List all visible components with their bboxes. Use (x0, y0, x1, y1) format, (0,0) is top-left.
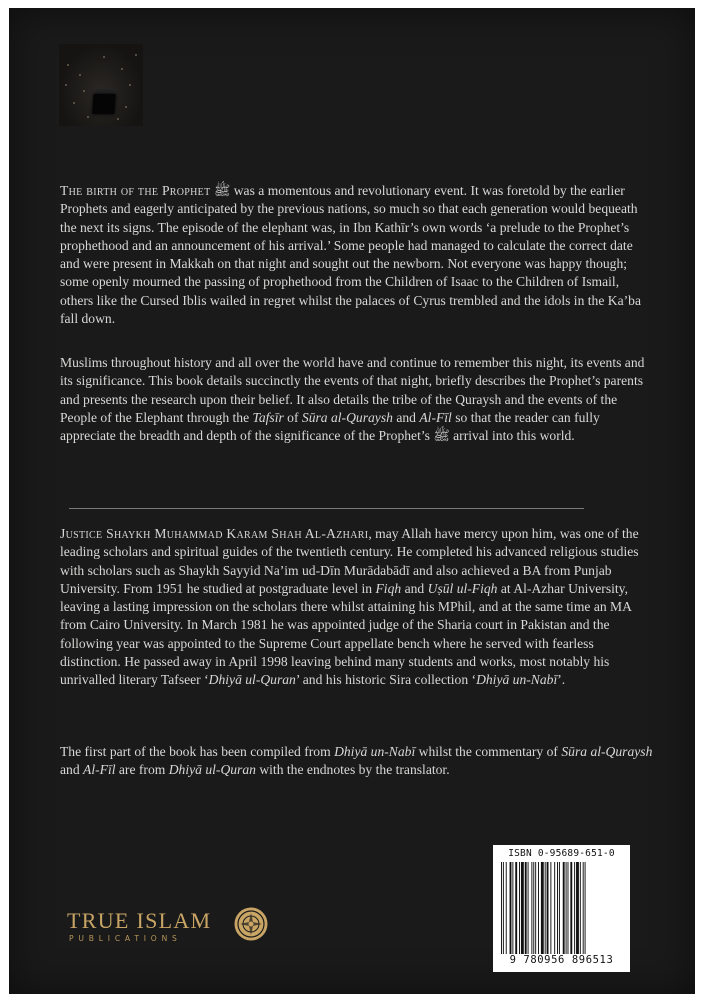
salawat-symbol: ﷺ (433, 428, 450, 444)
kaaba-photo (59, 44, 143, 126)
isbn-barcode (493, 845, 630, 972)
section-divider (69, 508, 584, 509)
blurb-paragraph-1: The birth of the Prophet ﷺ was a momentous and revolutionary event. It was foretold by the earlier Prophets and eagerly anticipated by the previous nations, so much so that each generation would bequeath the next its signs. The episode of the elephant was, in Ibn Kathīr’s own words ‘a prelude to the Prophet’s prophethood and an announcement of his arrival.’ Some people had managed to calculate the correct date and were present in Makkah on that night and sought out the newborn. Not everyone was happy though; some openly mourned the passing of prophethood from the Children of Isaac to the Children of Ismail, others like the Cursed Iblis wailed in regret whilst the palaces of Cyrus trembled and the idols in the Ka’ba fall down. (60, 183, 641, 327)
blurb-paragraph-2: Muslims throughout history and all over the world have and continue to remember this night, its events and its significance. This book details succinctly the events of that night, briefly describes the Prophet’s parents and presents the research upon their belief. It also details the tribe of the Quraysh and the events of the People of the Elephant through the Tafsīr of Sūra al-Quraysh and Al-Fīl so that the reader can fully appreciate the breadth and depth of the significance of the Prophet’s ﷺ arrival into this world. (60, 355, 645, 444)
author-name: Justice Shaykh Muhammad Karam Shah Al-Azhari (60, 526, 369, 541)
publisher-subtitle: PUBLICATIONS (69, 934, 182, 943)
isbn-label: ISBN 0-95689-651-0 (508, 848, 615, 859)
publisher-logo (67, 906, 277, 950)
compilation-note: The first part of the book has been compiled from Dhiyā un-Nabī whilst the commentary of Sūra al-Quraysh and Al-Fīl are from Dhiyā ul-Quran with the endnotes by the translator. (60, 744, 653, 778)
publisher-name: TRUE ISLAM (67, 908, 212, 933)
salawat-symbol: ﷺ (213, 183, 231, 198)
back-cover (9, 8, 695, 994)
barcode-bars (501, 862, 622, 954)
author-bio: Justice Shaykh Muhammad Karam Shah Al-Azhari, may Allah have mercy upon him, was one of the leading scholars and spiritual guides of the twentieth century. He completed his advanced religious studies with scholars such as Shaykh Sayyid Na’im ud-Dīn Murādabādī and also achieved a BA from Punjab University. From 1951 he studied at postgraduate level in Fiqh and Uṣūl ul-Fiqh at Al-Azhar University, leaving a lasting impression on the scholars there whilst attaining his MPhil, and at the same time an MA from Cairo University. In March 1981 he was appointed judge of the Sharia court in Pakistan and the following year was appointed to the Supreme Court appellate bench where he served with fearless distinction. He passed away in April 1998 leaving behind many students and works, most notably his unrivalled literary Tafseer ‘Dhiyā ul-Quran’ and his historic Sira collection ‘Dhiyā un-Nabī’. (60, 526, 639, 688)
publisher-seal-icon (233, 906, 269, 942)
barcode-number: 9 780956 896513 (509, 954, 614, 966)
